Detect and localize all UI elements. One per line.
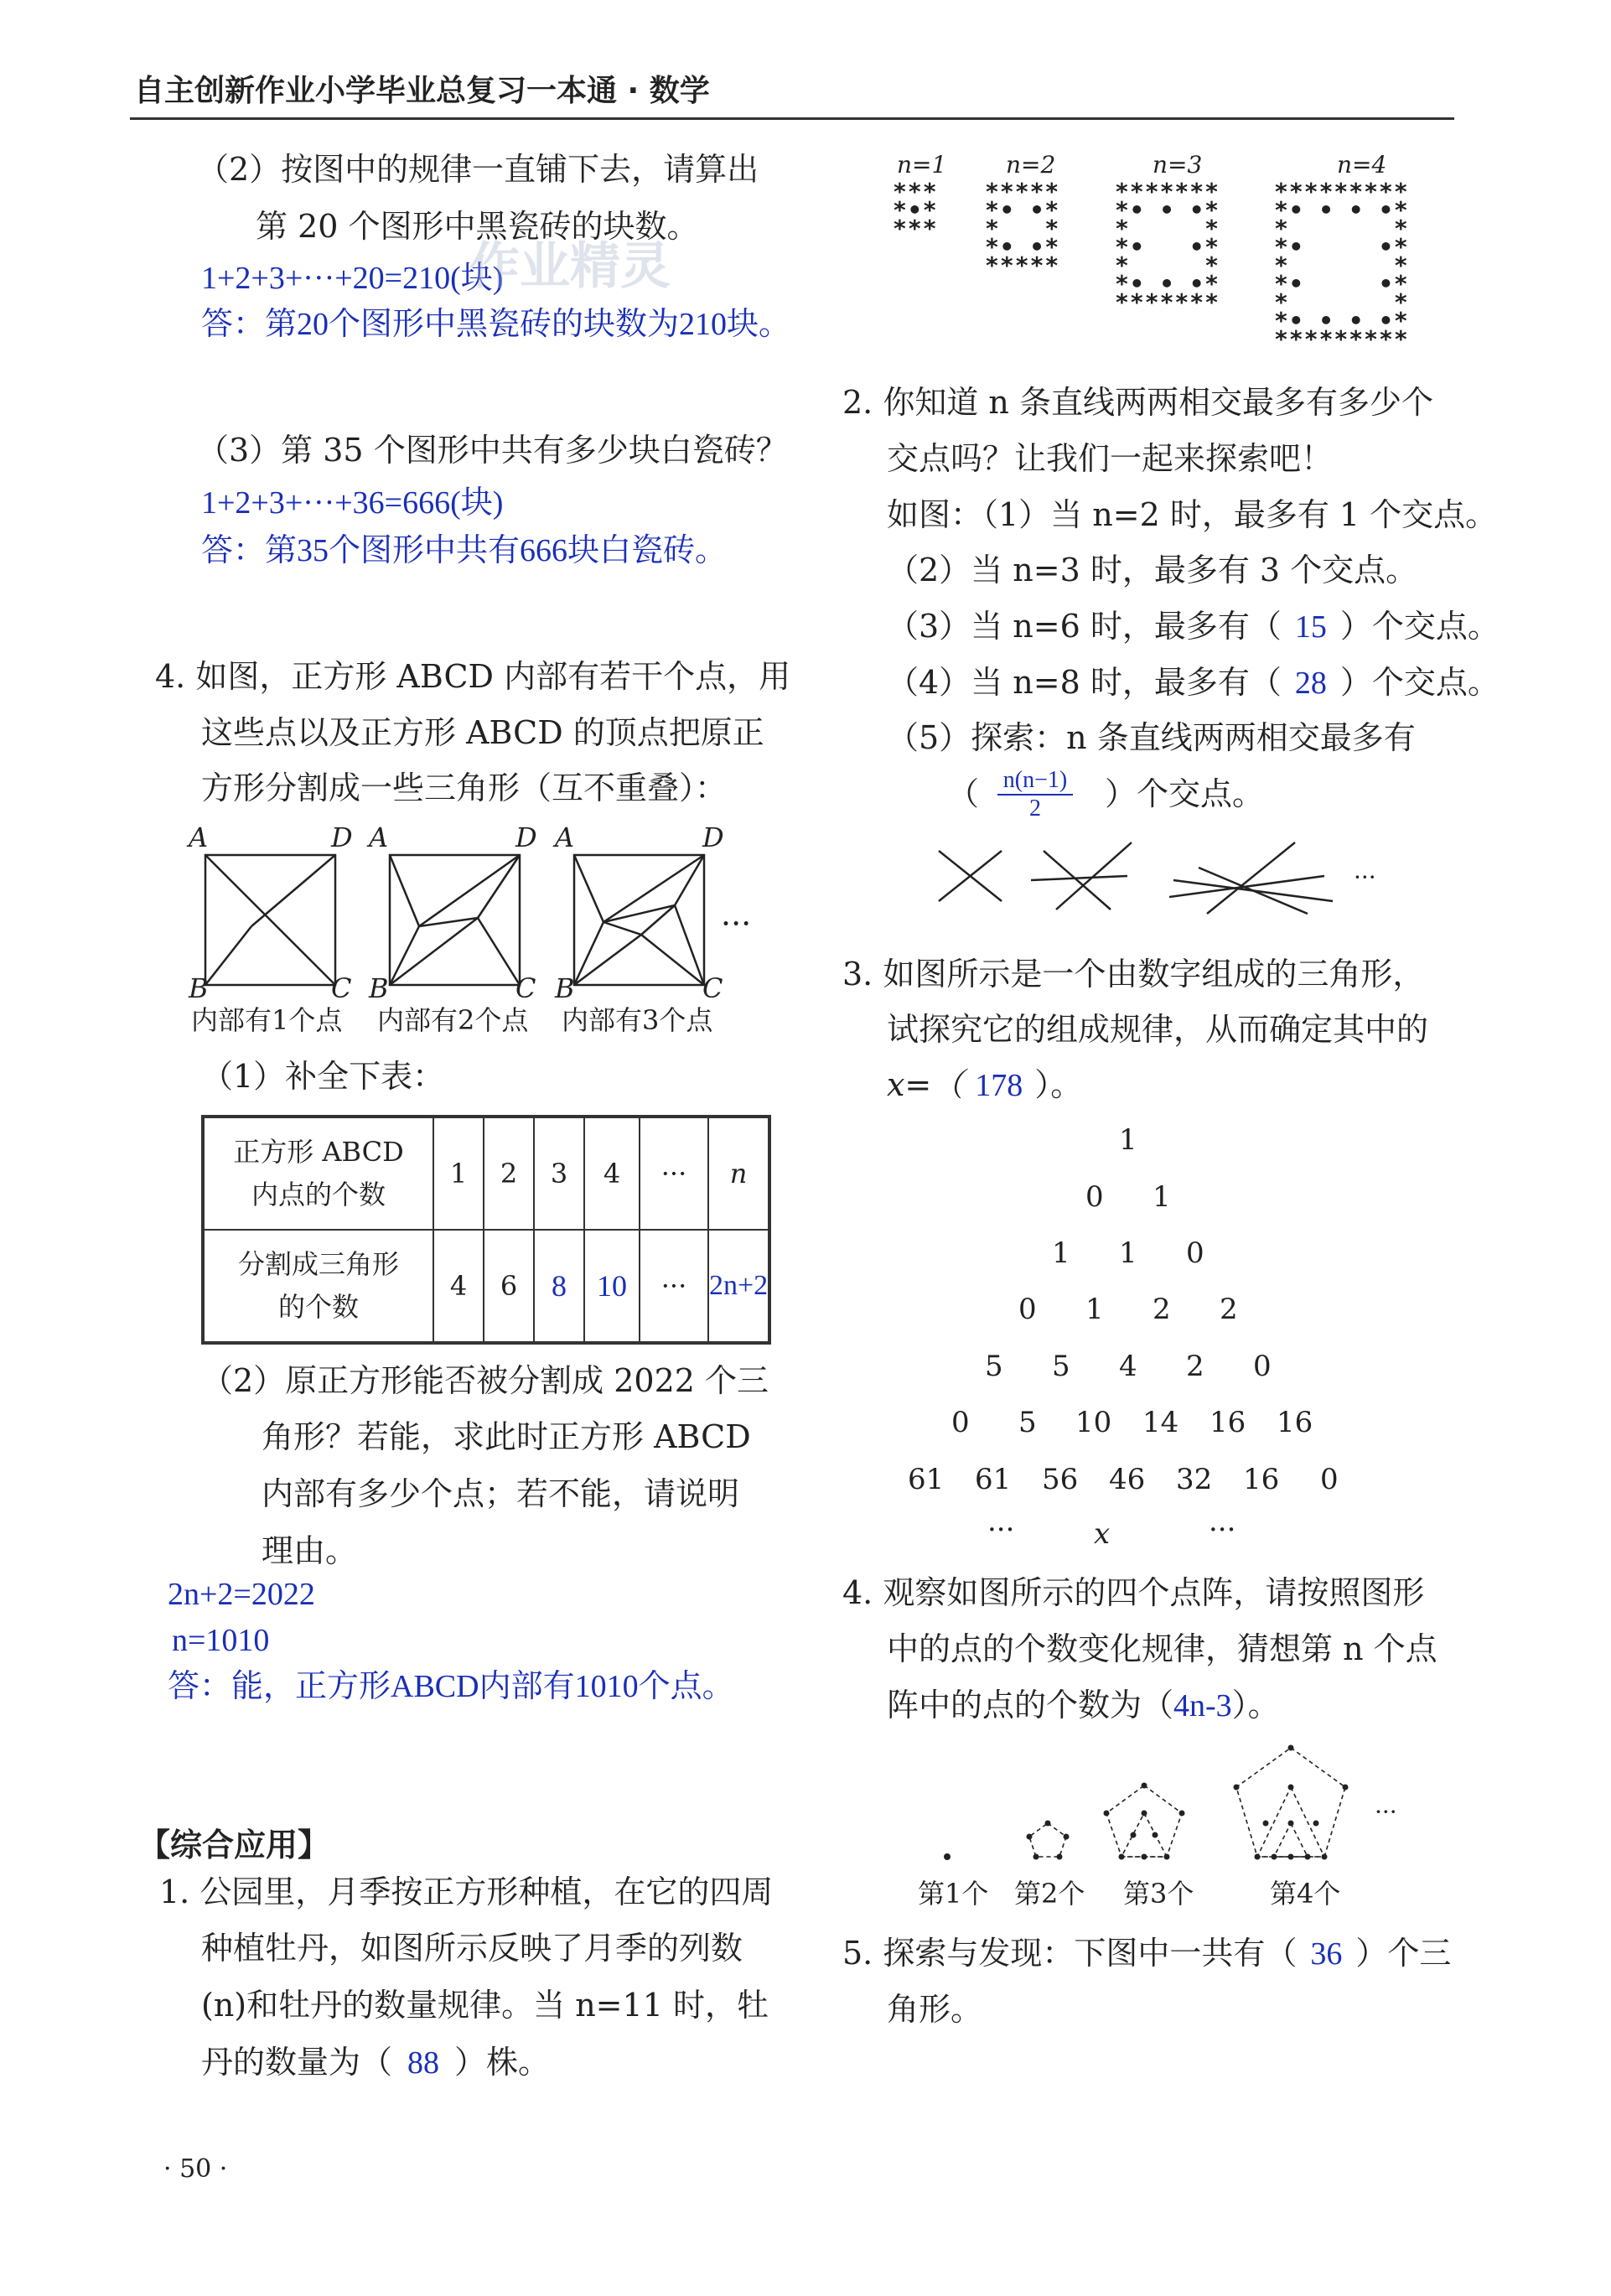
r-q4-line1: 4. 观察如图所示的四个点阵，请按照图形 xyxy=(842,1574,1425,1611)
triangle-cell: 4 xyxy=(1119,1350,1137,1383)
r-q2-line3: 如图：（1）当 n=2 时，最多有 1 个交点。 xyxy=(887,496,1498,533)
p4-line1: 4. 如图，正方形 ABCD 内部有若干个点，用 xyxy=(155,658,791,695)
triangle-cell: 16 xyxy=(1277,1406,1313,1439)
triangle-cell: 61 xyxy=(908,1463,945,1496)
q3-answer-calc: 1+2+3+···+36=666(块) xyxy=(201,485,504,521)
r-q3-line2: 试探究它的组成规律，从而确定其中的 xyxy=(887,1011,1429,1048)
label-c2: C xyxy=(515,972,536,1004)
triangle-cell: 32 xyxy=(1176,1463,1213,1496)
app1-line1: 1. 公园里，月季按正方形种植，在它的四周 xyxy=(159,1874,774,1910)
q3-answer-text: 答：第35个图形中共有666块白瓷砖。 xyxy=(201,533,728,568)
stars-label-4: n=4 xyxy=(1337,151,1387,179)
label-b2: B xyxy=(369,972,389,1004)
table-row1-header: 正方形 ABCD 内点的个数 xyxy=(203,1117,433,1230)
r-q5-answer: 36 xyxy=(1310,1936,1343,1972)
triangle-cell: 14 xyxy=(1142,1406,1179,1439)
stars-figure-3: ******* *• • •* * * *• •* * * *• • •* ******* xyxy=(1115,178,1220,316)
r-q2-line4: （2）当 n=3 时，最多有 3 个交点。 xyxy=(887,552,1418,588)
table-cell: n xyxy=(708,1117,769,1230)
label-d2: D xyxy=(515,821,537,853)
r-q3-answer: 178 xyxy=(975,1068,1023,1103)
sub2-line1: （2）原正方形能否被分割成 2022 个三 xyxy=(201,1362,769,1399)
triangle-cell: 1 xyxy=(1119,1236,1137,1270)
caption-3: 内部有3个点 xyxy=(562,1004,713,1036)
table-cell: 2 xyxy=(484,1117,534,1230)
triangle-cell: 0 xyxy=(1085,1180,1104,1214)
table-cell: ··· xyxy=(640,1117,708,1230)
triangle-cell: 56 xyxy=(1042,1463,1079,1496)
triangle-cell: 0 xyxy=(1186,1236,1204,1270)
triangle-cell: 0 xyxy=(1253,1350,1272,1383)
sub2-line2: 角形？若能，求此时正方形 ABCD xyxy=(262,1418,751,1455)
triangle-cell: 1 xyxy=(1153,1180,1171,1214)
triangle-cell: 5 xyxy=(1018,1406,1037,1439)
label-a2: A xyxy=(369,821,389,853)
triangle-cell: 2 xyxy=(1220,1293,1238,1326)
r-q2-line1: 2. 你知道 n 条直线两两相交最多有多少个 xyxy=(842,384,1433,421)
table-cell: 6 xyxy=(484,1230,534,1343)
stars-figure-2: ***** *• •* * * *• •* ***** xyxy=(985,178,1060,279)
app1-line3: (n)和牡丹的数量规律。当 n=11 时，牡 xyxy=(201,1987,769,2024)
stars-figure-4: ********* *• • • •* * * *• •* * * *• •* * * *• • • •* ********* xyxy=(1274,178,1409,353)
r-q2-line5: （3）当 n=6 时，最多有（ 15 ）个交点。 xyxy=(887,608,1500,645)
triangle-cell: 2 xyxy=(1153,1293,1171,1326)
dots-caption-1: 第1个 xyxy=(918,1878,989,1910)
triangle-x: x xyxy=(1094,1517,1111,1551)
triangle-cell: 2 xyxy=(1186,1350,1204,1383)
r-q2-fraction xyxy=(997,767,1073,822)
r-q3-line3: x=（ 178 ）。 xyxy=(887,1066,1083,1103)
dots-ellipsis: ··· xyxy=(1375,1798,1397,1826)
r-q3-line1: 3. 如图所示是一个由数字组成的三角形， xyxy=(842,956,1425,993)
triangle-cell: 1 xyxy=(1085,1293,1104,1326)
section-title: 【综合应用】 xyxy=(138,1827,330,1863)
p4-line2: 这些点以及正方形 ABCD 的顶点把原正 xyxy=(201,714,764,751)
fraction-numerator: n(n−1) xyxy=(1002,767,1068,793)
sub2-line3: 内部有多少个点；若不能，请说明 xyxy=(262,1475,740,1512)
dots-caption-2: 第2个 xyxy=(1014,1878,1085,1910)
r-q2-line8-post: ）个交点。 xyxy=(1105,775,1265,812)
page-number: · 50 · xyxy=(163,2154,228,2184)
app1-answer: 88 xyxy=(407,2045,440,2081)
label-a1: A xyxy=(189,821,209,853)
table-cell: 4 xyxy=(433,1230,484,1343)
fraction-denominator: 2 xyxy=(997,794,1073,822)
sub1-label: （1）补全下表： xyxy=(201,1058,445,1095)
points-table xyxy=(201,1115,771,1345)
r-q2-line2: 交点吗？让我们一起来探索吧！ xyxy=(887,440,1334,477)
stars-label-1: n=1 xyxy=(897,151,947,179)
dots-caption-3: 第3个 xyxy=(1123,1878,1194,1910)
q2-line2: 第 20 个图形中黑瓷砖的块数。 xyxy=(256,208,699,245)
triangle-ellipsis: ··· xyxy=(987,1513,1015,1547)
table-cell: ··· xyxy=(640,1230,708,1343)
r-q5-line2: 角形。 xyxy=(887,1991,983,2028)
table-answer-cell: 8 xyxy=(534,1230,584,1343)
triangle-cell: 16 xyxy=(1210,1406,1246,1439)
label-c3: C xyxy=(702,972,723,1004)
sub2-answer-eq2: n=1010 xyxy=(172,1623,270,1658)
r-q2-line8-pre: （ xyxy=(947,775,980,812)
table-answer-cell: 10 xyxy=(584,1230,640,1343)
r-q2-answer-28: 28 xyxy=(1294,666,1327,701)
triangle-cell: 0 xyxy=(951,1406,970,1439)
label-b1: B xyxy=(189,972,209,1004)
triangle-cell: 46 xyxy=(1109,1463,1146,1496)
square-2 xyxy=(390,855,520,985)
triangle-cell: 16 xyxy=(1243,1463,1280,1496)
q2-answer-calc: 1+2+3+···+20=210(块) xyxy=(201,261,504,296)
lines-figure xyxy=(922,834,1358,926)
app1-line2: 种植牡丹，如图所示反映了月季的列数 xyxy=(201,1930,743,1967)
q3-line1: （3）第 35 个图形中共有多少块白瓷砖？ xyxy=(197,432,788,469)
squares-ellipsis: ··· xyxy=(721,905,752,942)
stars-figure-1: *** *•* *** xyxy=(893,178,938,242)
triangle-cell: 5 xyxy=(985,1350,1003,1383)
caption-2: 内部有2个点 xyxy=(377,1004,529,1036)
stars-label-3: n=3 xyxy=(1153,151,1203,179)
label-d1: D xyxy=(331,821,353,853)
app1-line4: 丹的数量为（ 88 ）株。 xyxy=(201,2044,551,2081)
sub2-answer-text: 答：能，正方形ABCD内部有1010个点。 xyxy=(168,1669,734,1704)
sub2-line4: 理由。 xyxy=(262,1532,358,1569)
triangle-cell: 0 xyxy=(1018,1293,1037,1326)
r-q2-line6: （4）当 n=8 时，最多有（ 28 ）个交点。 xyxy=(887,664,1500,701)
header-title: 自主创新作业小学毕业总复习一本通 · 数学 xyxy=(134,74,710,108)
header-rule xyxy=(130,117,1454,120)
triangle-cell: 0 xyxy=(1320,1463,1339,1496)
r-q2-answer-15: 15 xyxy=(1294,609,1327,645)
triangle-cell: 5 xyxy=(1052,1350,1070,1383)
watermark: 作业精灵 xyxy=(469,237,671,296)
r-q4-line3: 阵中的点的个数为（4n-3）。 xyxy=(887,1687,1280,1723)
sub2-answer-eq1: 2n+2=2022 xyxy=(168,1577,315,1612)
triangle-ellipsis: ··· xyxy=(1209,1513,1236,1547)
lines-ellipsis: ··· xyxy=(1354,863,1376,891)
dot-lattice-figure xyxy=(922,1739,1391,1874)
r-q4-line2: 中的点的个数变化规律，猜想第 n 个点 xyxy=(887,1630,1437,1667)
r-q2-line7: （5）探索：n 条直线两两相交最多有 xyxy=(887,719,1416,756)
table-cell: 1 xyxy=(433,1117,484,1230)
label-c1: C xyxy=(331,972,352,1004)
triangle-cell: 10 xyxy=(1075,1406,1112,1439)
table-cell: 4 xyxy=(584,1117,640,1230)
table-cell: 3 xyxy=(534,1117,584,1230)
table-answer-cell: 2n+2 xyxy=(708,1230,769,1343)
triangle-cell: 1 xyxy=(1052,1236,1070,1270)
table-row2-header: 分割成三角形 的个数 xyxy=(203,1230,433,1343)
q2-answer-text: 答：第20个图形中黑瓷砖的块数为210块。 xyxy=(201,307,791,342)
square-3 xyxy=(574,855,704,985)
label-d3: D xyxy=(702,821,724,853)
r-q4-answer: 4n-3 xyxy=(1173,1688,1232,1723)
caption-1: 内部有1个点 xyxy=(191,1004,343,1036)
label-b3: B xyxy=(555,972,575,1004)
p4-line3: 方形分割成一些三角形（互不重叠）： xyxy=(201,770,728,806)
stars-label-2: n=2 xyxy=(1006,151,1056,179)
triangle-cell: 1 xyxy=(1119,1123,1137,1157)
r-q5-line1: 5. 探索与发现：下图中一共有（ 36 ）个三 xyxy=(842,1935,1452,1972)
q2-line1: （2）按图中的规律一直铺下去，请算出 xyxy=(197,151,759,188)
triangle-cell: 61 xyxy=(975,1463,1012,1496)
label-a3: A xyxy=(555,821,575,853)
dots-caption-4: 第4个 xyxy=(1270,1878,1341,1910)
